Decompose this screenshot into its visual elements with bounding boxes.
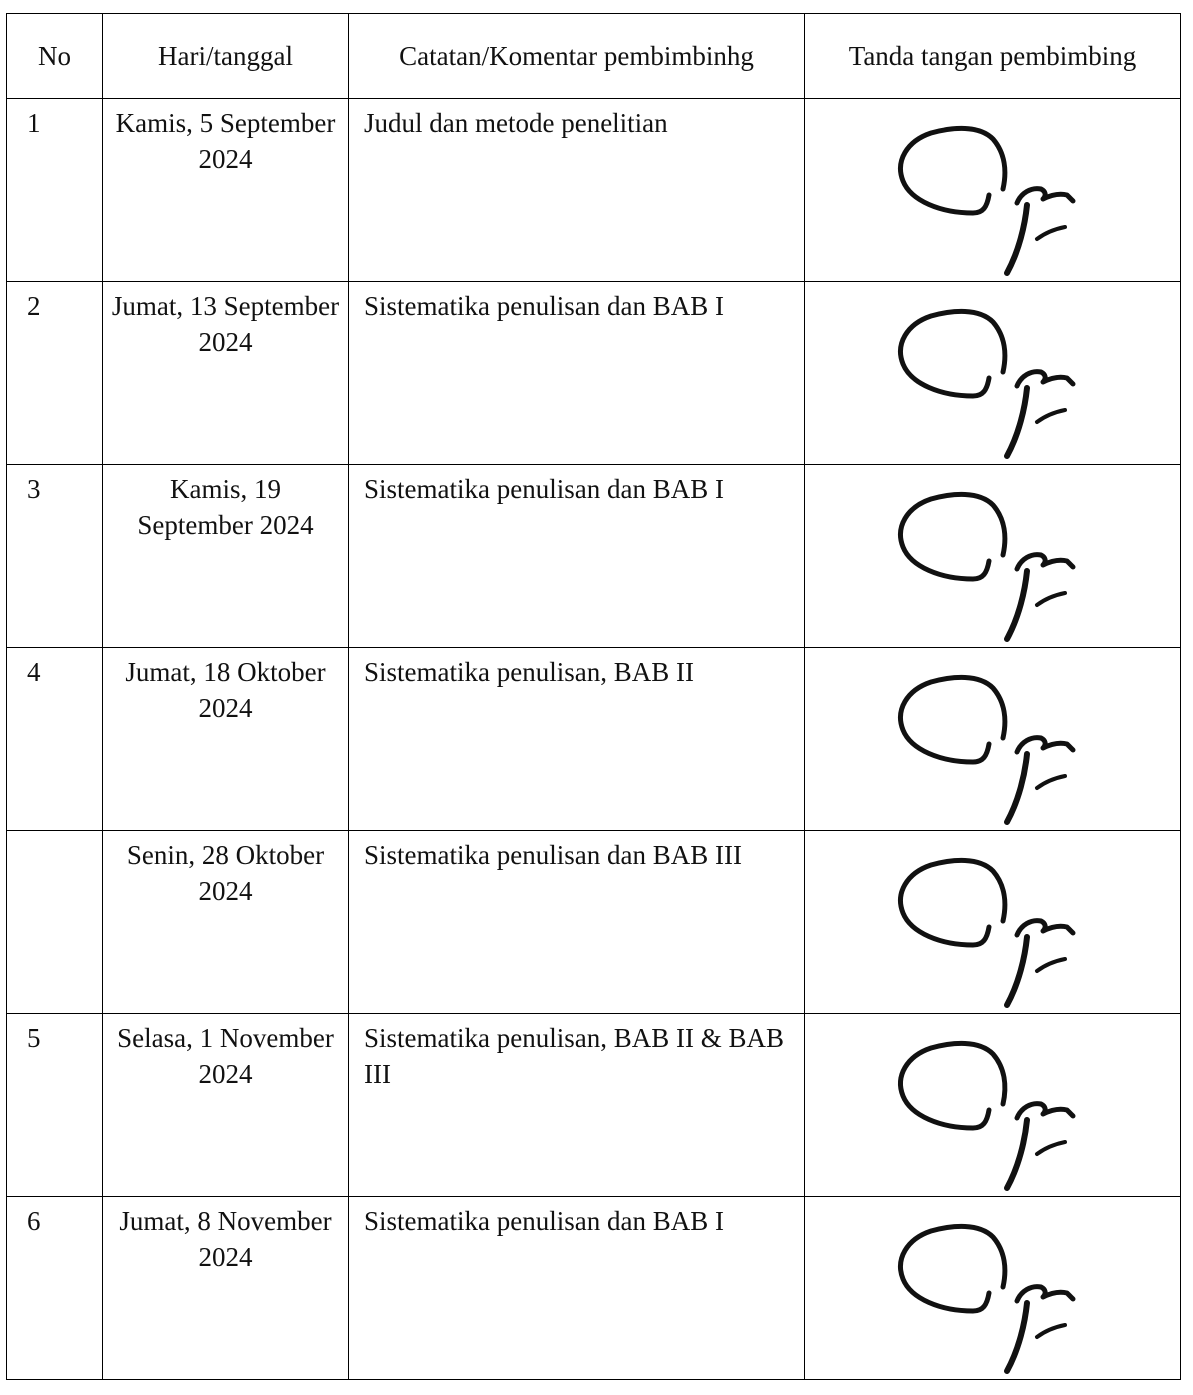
row-date: Kamis, 19 September 2024 <box>103 465 349 648</box>
header-date: Hari/tanggal <box>103 14 349 99</box>
signature-icon <box>893 1036 1103 1194</box>
signature-icon <box>893 121 1103 279</box>
row-date: Jumat, 18 Oktober 2024 <box>103 648 349 831</box>
row-date: Jumat, 13 September 2024 <box>103 282 349 465</box>
table-row <box>7 831 1181 1014</box>
signature-icon <box>893 304 1103 462</box>
header-signature: Tanda tangan pembimbing <box>805 14 1181 99</box>
row-number: 3 <box>7 465 103 648</box>
row-note: Sistematika penulisan, BAB II <box>349 648 805 831</box>
row-signature-cell <box>805 1014 1181 1197</box>
row-number: 4 <box>7 648 103 831</box>
signature-icon <box>893 853 1103 1011</box>
table-row <box>7 1014 1181 1197</box>
table-row <box>7 282 1181 465</box>
signature-icon <box>893 1219 1103 1377</box>
row-signature-cell <box>805 99 1181 282</box>
row-signature-cell <box>805 282 1181 465</box>
row-number: 1 <box>7 99 103 282</box>
header-note: Catatan/Komentar pembimbinhg <box>349 14 805 99</box>
row-signature-cell <box>805 648 1181 831</box>
row-number: 2 <box>7 282 103 465</box>
row-note: Sistematika penulisan dan BAB III <box>349 831 805 1014</box>
guidance-log-table <box>6 13 1181 1380</box>
row-note: Sistematika penulisan dan BAB I <box>349 1197 805 1380</box>
row-note: Judul dan metode penelitian <box>349 99 805 282</box>
row-date: Jumat, 8 November 2024 <box>103 1197 349 1380</box>
row-note: Sistematika penulisan dan BAB I <box>349 465 805 648</box>
header-no: No <box>7 14 103 99</box>
row-signature-cell <box>805 831 1181 1014</box>
signature-icon <box>893 487 1103 645</box>
row-date: Senin, 28 Oktober 2024 <box>103 831 349 1014</box>
row-number: 6 <box>7 1197 103 1380</box>
table-row <box>7 465 1181 648</box>
row-number: 5 <box>7 1014 103 1197</box>
signature-icon <box>893 670 1103 828</box>
row-date: Kamis, 5 September 2024 <box>103 99 349 282</box>
row-signature-cell <box>805 1197 1181 1380</box>
table-row <box>7 648 1181 831</box>
row-note: Sistematika penulisan, BAB II & BAB III <box>349 1014 805 1197</box>
table-row <box>7 1197 1181 1380</box>
row-note: Sistematika penulisan dan BAB I <box>349 282 805 465</box>
table-header-row <box>7 14 1181 99</box>
table-row <box>7 99 1181 282</box>
row-date: Selasa, 1 November 2024 <box>103 1014 349 1197</box>
row-number <box>7 831 103 1014</box>
row-signature-cell <box>805 465 1181 648</box>
